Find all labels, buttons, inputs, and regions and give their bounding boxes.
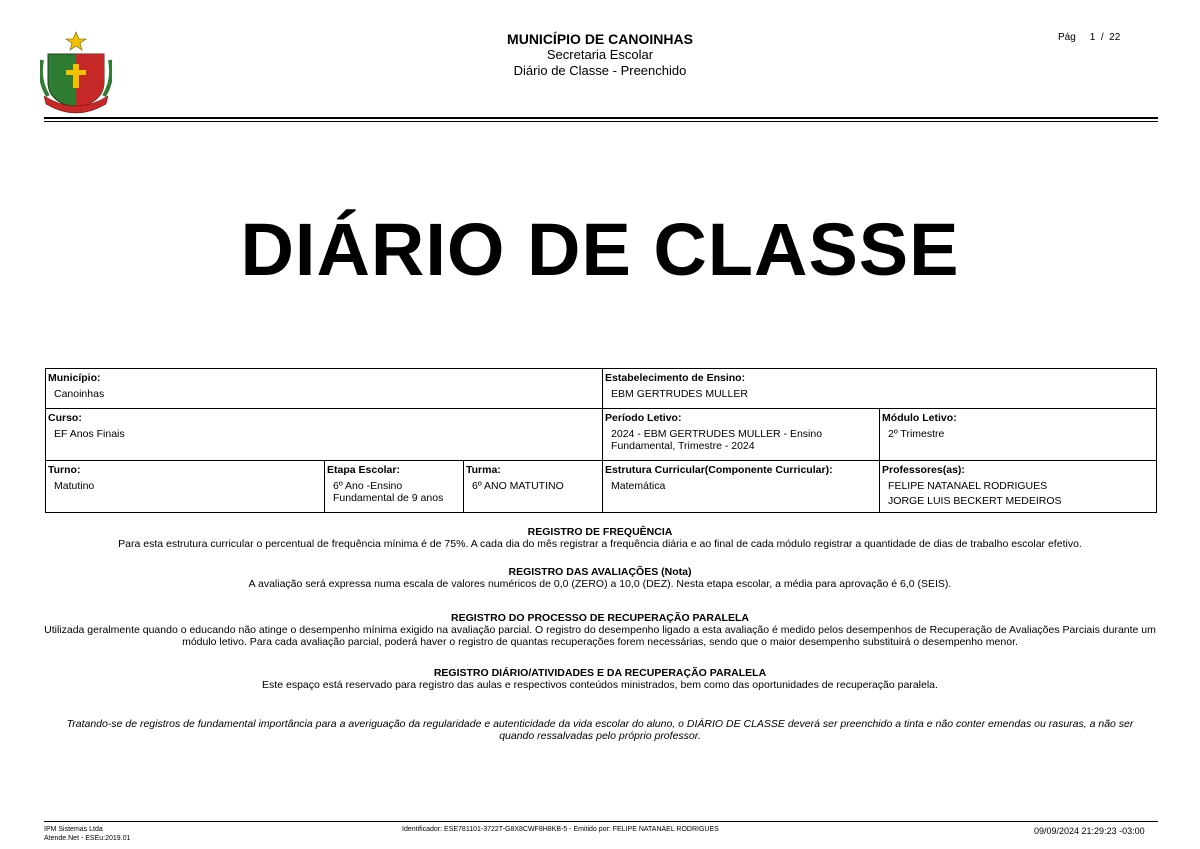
department-name: Secretaria Escolar — [546, 47, 654, 62]
etapa-value: 6º Ano -Ensino Fundamental de 9 anos — [333, 480, 444, 504]
frequencia-section — [44, 526, 1156, 550]
professores-cell — [880, 461, 1157, 513]
professores-label: Professores(as): — [882, 464, 965, 476]
municipality-coat-of-arms-logo — [40, 30, 112, 118]
professor-item: JORGE LUIS BECKERT MEDEIROS — [888, 495, 1062, 507]
curso-cell — [46, 409, 603, 461]
periodo-label: Período Letivo: — [605, 412, 682, 424]
footer-identifier: Identificador: ESE781101-3722T-G8X8CWF8H8KB-5 - Emitido por: FELIPE NATANAEL RODRIGUES — [402, 826, 719, 833]
estrutura-label: Estrutura Curricular(Componente Curricular): — [605, 464, 833, 476]
footer-timestamp: 09/09/2024 21:29:23 -03:00 — [1034, 826, 1145, 836]
municipio-cell — [46, 369, 603, 409]
turma-value: 6º ANO MATUTINO — [472, 480, 564, 492]
diario-text: Este espaço está reservado para registro das aulas e respectivos conteúdos ministrados, bem como das oportunidades de recuperação paralela. — [262, 679, 938, 691]
diario-section — [44, 667, 1156, 691]
frequencia-heading: REGISTRO DE FREQUÊNCIA — [527, 526, 673, 538]
recuperacao-text: Utilizada geralmente quando o educando não atinge o desempenho mínima exigido na avaliação parcial. O registro do desempenho ligado a esta avaliação é medido pelos desempenhos de Recuperação de Avaliações Parciais durante um módulo letivo. Para cada avaliação parcial, poderá haver o registro de quantas recuperações forem necessárias, sendo que o maior desempenho substituirá o desempenho menor. — [44, 624, 1156, 648]
turno-label: Turno: — [48, 464, 81, 476]
page-current: 1 — [1089, 32, 1096, 43]
turma-label: Turma: — [466, 464, 501, 476]
etapa-label: Etapa Escolar: — [327, 464, 400, 476]
estabelecimento-label: Estabelecimento de Ensino: — [605, 372, 746, 384]
ink-instruction-note: Tratando-se de registros de fundamental importância para a averiguação da regularidade e autenticidade da vida escolar do aluno, o DIÁRIO DE CLASSE deverá ser preenchido a tinta e não conter emendas ou rasuras, a não ser quando ressalvadas pelo próprio professor. — [66, 718, 1134, 742]
etapa-cell — [325, 461, 464, 513]
avaliacoes-text: A avaliação será expressa numa escala de valores numéricos de 0,0 (ZERO) a 10,0 (DEZ). Nesta etapa escolar, a média para aprovação é 6,0 (SEIS). — [248, 578, 952, 590]
footer-system: Atende.Net - ESEu:2019.01 — [44, 835, 131, 842]
document-header — [400, 31, 800, 79]
municipio-value: Canoinhas — [54, 388, 105, 400]
header-rule-bottom — [44, 121, 1158, 122]
estabelecimento-cell — [603, 369, 1157, 409]
professor-list — [880, 477, 1156, 512]
footer-company: IPM Sistemas Ltda — [44, 826, 103, 833]
curso-label: Curso: — [48, 412, 82, 424]
municipality-name: MUNICÍPIO DE CANOINHAS — [507, 31, 693, 47]
document-title: DIÁRIO DE CLASSE — [240, 208, 960, 291]
page-label: Pág — [1058, 32, 1076, 43]
periodo-cell — [603, 409, 880, 461]
estrutura-cell — [603, 461, 880, 513]
page-separator: / — [1100, 32, 1104, 43]
professor-item: FELIPE NATANAEL RODRIGUES — [888, 480, 1048, 492]
modulo-cell — [880, 409, 1157, 461]
header-rule-top — [44, 117, 1158, 119]
frequencia-text: Para esta estrutura curricular o percentual de frequência mínima é de 75%. A cada dia do mês registrar a frequência diária e ao final de cada módulo registrar a quantidade de dias de trabalho escolar efetivo. — [118, 538, 1082, 550]
page-total: 22 — [1109, 32, 1121, 43]
footer-company-block — [44, 825, 130, 843]
periodo-value: 2024 - EBM GERTRUDES MULLER - Ensino Fundamental, Trimestre - 2024 — [611, 428, 823, 452]
curso-value: EF Anos Finais — [54, 428, 125, 440]
modulo-label: Módulo Letivo: — [882, 412, 957, 424]
estabelecimento-value: EBM GERTRUDES MULLER — [611, 388, 748, 400]
page-indicator — [1058, 32, 1120, 43]
class-info-table — [45, 368, 1157, 513]
footer-rule — [44, 821, 1158, 822]
document-subtitle: Diário de Classe - Preenchido — [513, 63, 687, 78]
avaliacoes-section — [44, 566, 1156, 590]
recuperacao-heading: REGISTRO DO PROCESSO DE RECUPERAÇÃO PARALELA — [451, 612, 749, 624]
avaliacoes-heading: REGISTRO DAS AVALIAÇÕES (Nota) — [508, 566, 692, 578]
estrutura-value: Matemática — [611, 480, 666, 492]
turma-cell — [464, 461, 603, 513]
recuperacao-section — [44, 612, 1156, 648]
modulo-value: 2º Trimestre — [888, 428, 945, 440]
turno-cell — [46, 461, 325, 513]
turno-value: Matutino — [54, 480, 95, 492]
diario-heading: REGISTRO DIÁRIO/ATIVIDADES E DA RECUPERAÇÃO PARALELA — [433, 667, 767, 679]
municipio-label: Município: — [48, 372, 101, 384]
